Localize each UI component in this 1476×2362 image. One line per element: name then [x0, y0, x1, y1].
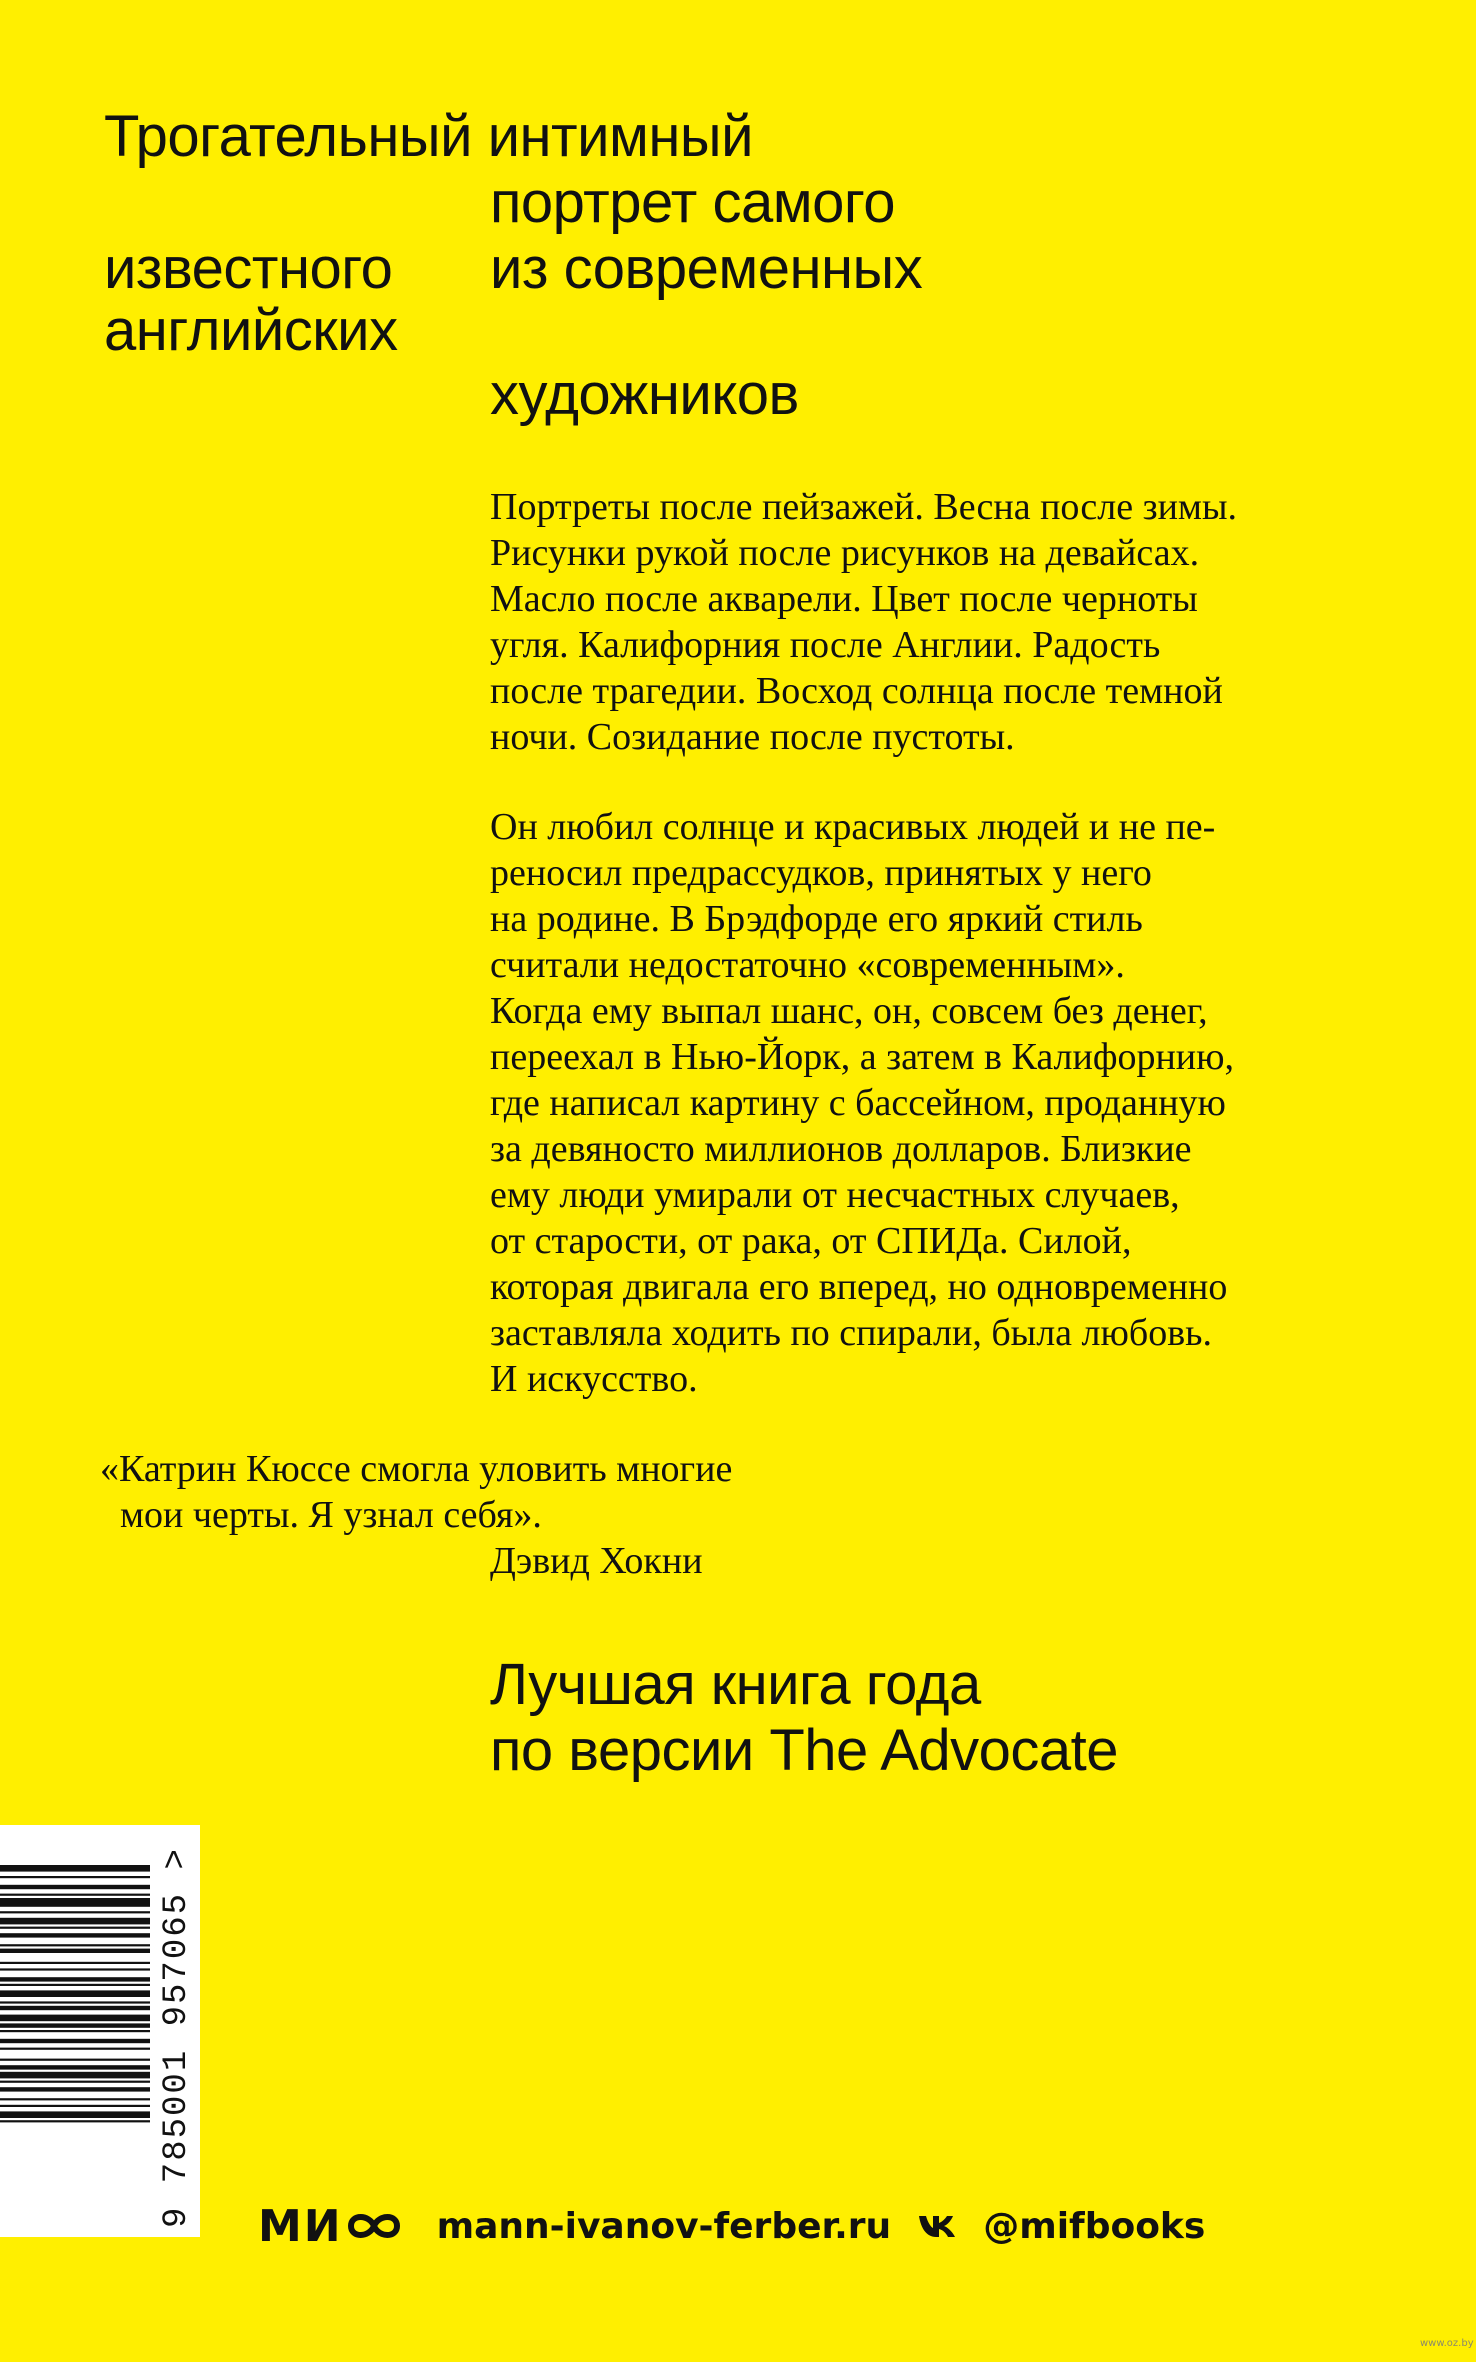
quote-line-2: мои черты. Я узнал себя».	[120, 1494, 542, 1536]
text-line: после трагедии. Восход солнца после темной	[490, 670, 1223, 712]
headline-line-3b: из современных	[490, 236, 923, 301]
infinity-logo-icon	[345, 2208, 403, 2244]
text-line: заставляла ходить по спирали, была любовь.	[490, 1312, 1212, 1354]
barcode-bar	[0, 1990, 150, 1997]
barcode-bar	[0, 1911, 150, 1913]
text-line: Портреты после пейзажей. Весна после зимы.	[490, 486, 1237, 528]
quote-author: Дэвид Хокни	[490, 1540, 703, 1582]
barcode-bar	[0, 2006, 150, 2010]
barcode-bar	[0, 1933, 150, 1937]
headline-line-2: портрет самого	[490, 170, 896, 235]
barcode-bar	[0, 1885, 150, 1889]
headline-line-5: художников	[490, 362, 799, 427]
barcode-bar	[0, 2001, 150, 2003]
vk-icon[interactable]	[917, 2213, 957, 2239]
text-line: Он любил солнце и красивых людей и не пе-	[490, 806, 1216, 848]
headline-line-3a: известного	[104, 236, 393, 301]
text-line: ночи. Созидание после пустоты.	[490, 716, 1015, 758]
text-line: от старости, от рака, от СПИДа. Силой,	[490, 1220, 1132, 1262]
description-paragraph-1	[490, 484, 1390, 760]
barcode-bar	[0, 2111, 150, 2118]
barcode-bars	[0, 1865, 150, 2225]
barcode-bar	[0, 2081, 150, 2083]
text-line: на родине. В Брэдфорде его яркий стиль	[490, 898, 1143, 940]
social-handle[interactable]: @mifbooks	[983, 2205, 1206, 2247]
barcode-bar	[0, 2065, 150, 2069]
text-line: считали недостаточно «современным».	[490, 944, 1125, 986]
text-line: И искусство.	[490, 1358, 698, 1400]
barcode-bar	[0, 1876, 150, 1878]
text-line: за девяносто миллионов долларов. Близкие	[490, 1128, 1192, 1170]
text-line: Масло после акварели. Цвет после черноты	[490, 578, 1198, 620]
description-paragraph-2	[490, 804, 1390, 1402]
barcode-bar	[0, 2023, 150, 2027]
barcode-bar	[0, 1949, 150, 1953]
text-line: реносил предрассудков, принятых у него	[490, 852, 1152, 894]
barcode-bar	[0, 1944, 150, 1946]
barcode-digits: 9 785001 957065 >	[158, 1847, 196, 2228]
barcode-bar	[0, 1962, 150, 1964]
barcode-bar	[0, 1865, 150, 1872]
headline-line-4: английских	[104, 298, 398, 363]
barcode-bar	[0, 1968, 150, 1970]
text-line: Рисунки рукой после рисунков на девайсах.	[490, 532, 1200, 574]
quote-line-1: «Катрин Кюссе смогла уловить многие	[100, 1448, 733, 1490]
barcode-bar	[0, 2030, 150, 2032]
barcode-bar	[0, 1927, 150, 1929]
barcode-bar	[0, 2087, 150, 2091]
barcode-bar	[0, 2059, 150, 2061]
text-line: которая двигала его вперед, но одновременно	[490, 1266, 1228, 1308]
text-line: ему люди умирали от несчастных случаев,	[490, 1174, 1180, 1216]
website-link[interactable]: mann-ivanov-ferber.ru	[436, 2205, 892, 2247]
barcode-bar	[0, 2072, 150, 2079]
barcode-bar	[0, 2015, 150, 2022]
text-line: угля. Калифорния после Англии. Радость	[490, 624, 1161, 666]
logo-text: МИ	[258, 2200, 343, 2252]
barcode-bar	[0, 2120, 150, 2122]
barcode-bar	[0, 1977, 150, 1981]
text-line: где написал картину с бассейном, проданную	[490, 1082, 1226, 1124]
barcode-bar	[0, 1984, 150, 1986]
barcode-bar	[0, 2039, 150, 2043]
barcode-bar	[0, 1894, 150, 1896]
barcode-digits-wrap	[152, 1840, 198, 2230]
text-line: Когда ему выпал шанс, он, совсем без денег,	[490, 990, 1208, 1032]
barcode-bar	[0, 2098, 150, 2100]
publisher-logo	[258, 2201, 403, 2252]
watermark: www.oz.by	[1420, 2338, 1474, 2349]
text-line: переехал в Нью-Йорк, а затем в Калифорнию,	[490, 1036, 1235, 1078]
barcode-bar	[0, 1918, 150, 1925]
publisher-footer	[258, 2198, 1205, 2254]
award-line-2: по версии The Advocate	[490, 1718, 1119, 1783]
barcode-bar	[0, 2105, 150, 2107]
barcode-bar	[0, 2048, 150, 2050]
headline-line-1: Трогательный интимный	[104, 104, 753, 169]
award-line-1: Лучшая книга года	[490, 1652, 981, 1717]
barcode-bar	[0, 1898, 150, 1907]
